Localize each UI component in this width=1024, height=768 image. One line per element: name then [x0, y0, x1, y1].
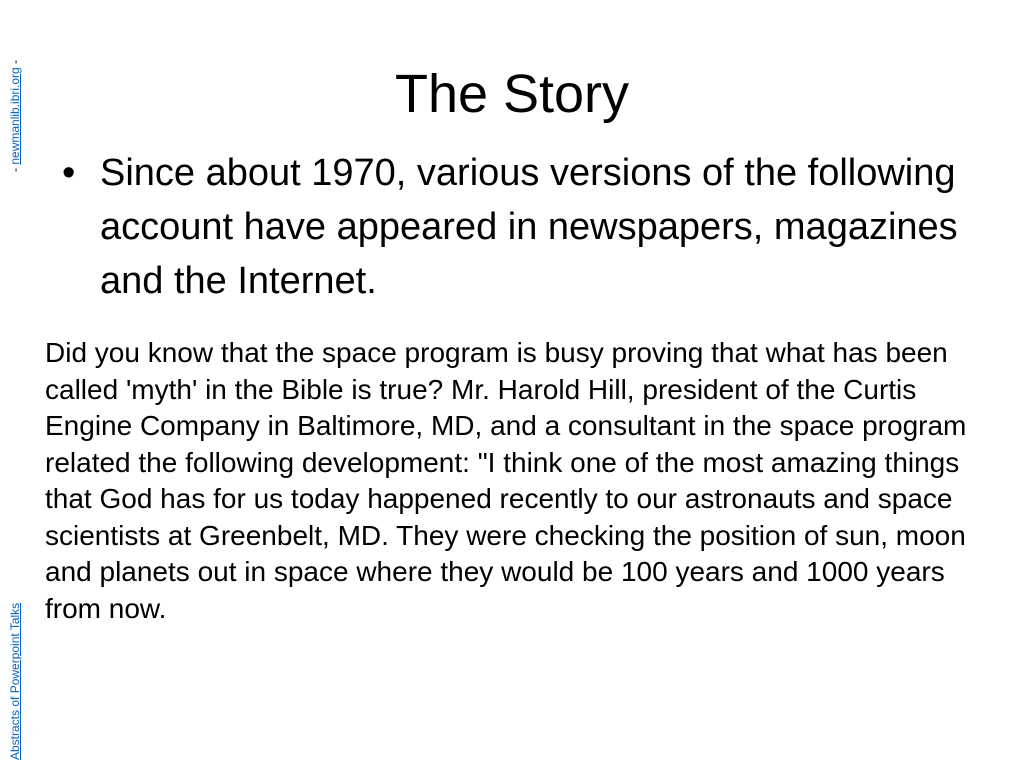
abstracts-link[interactable]: Abstracts of Powerpoint Talks [8, 602, 22, 760]
slide-title: The Story [394, 64, 630, 124]
site-link-suffix: - [8, 59, 22, 68]
bullet-dot-icon: • [62, 152, 76, 194]
site-link-prefix: - [8, 164, 22, 172]
site-link-bottom [8, 603, 22, 760]
newmanlib-link[interactable]: newmanlib.ibri.org [8, 67, 22, 165]
quote-paragraph: Did you know that the space program is busy proving that what has been called 'myth' in the Bible is true? Mr. Harold Hill, president of the Curtis Engine Company in Baltimore, MD, and a consultant in the space program related the following development: "I think one of the most amazing things that God has for us today happened recently to our astronauts and space scientists at Greenbelt, MD. They were checking the position of sun, moon and planets out in space where they would be 100 years and 1000 years from now. [45, 337, 967, 624]
bullet-list [62, 146, 962, 308]
bullet-item [62, 146, 962, 308]
bullet-text: Since about 1970, various versions of the following account have appeared in newspapers, magazines and the Internet. [100, 152, 958, 302]
